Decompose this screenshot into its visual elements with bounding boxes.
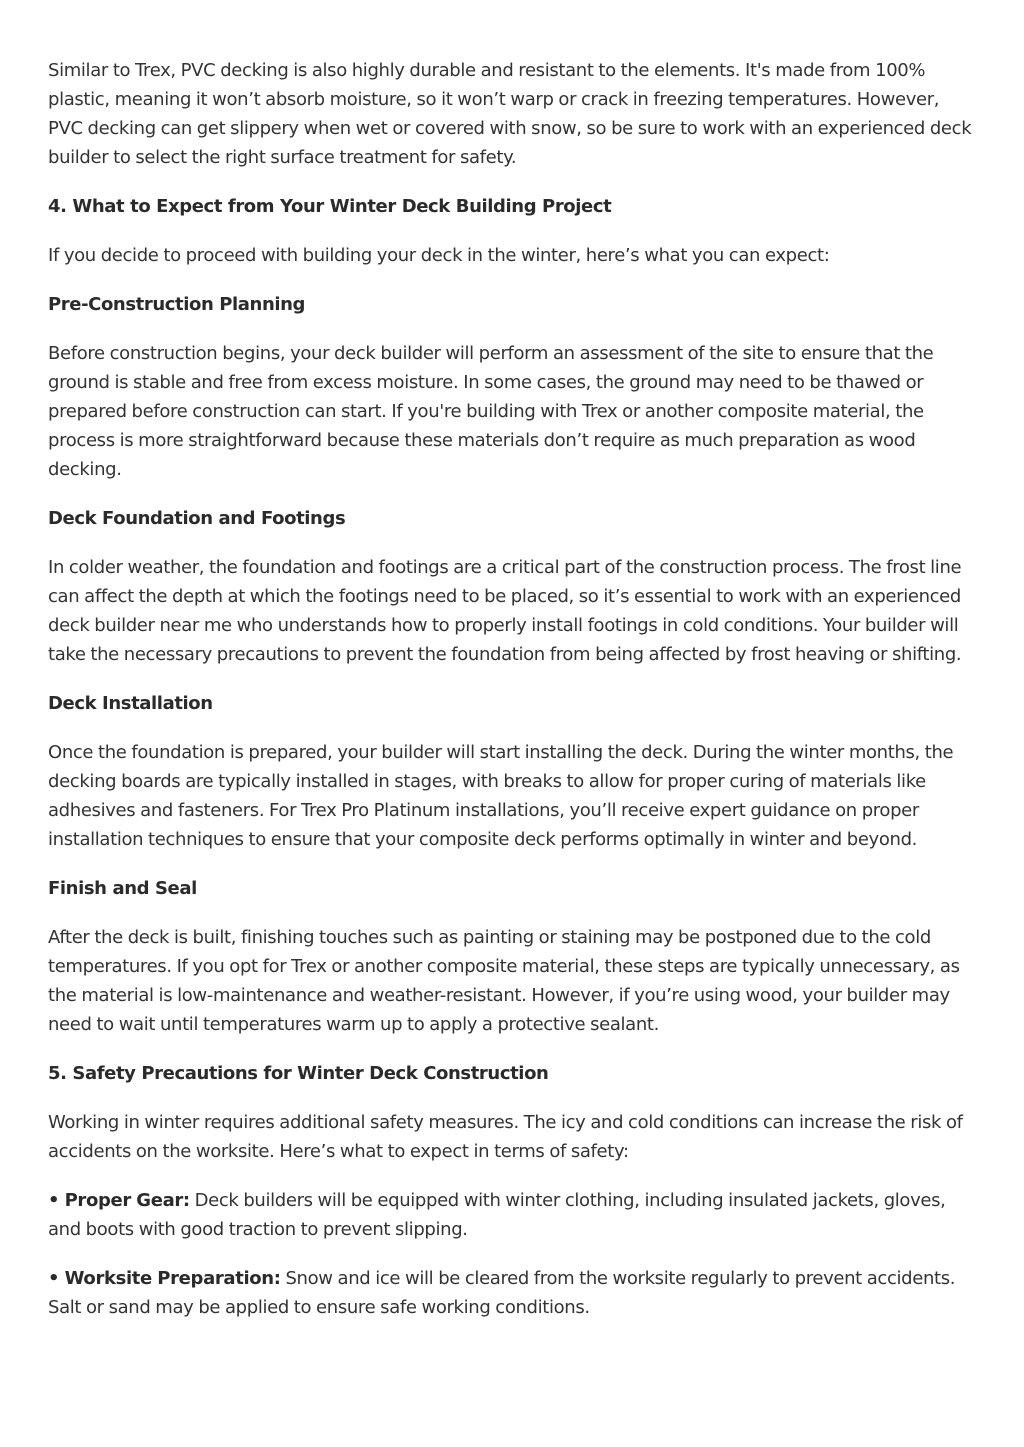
bullet-label: • Worksite Preparation: bbox=[48, 1268, 281, 1289]
section-4-intro: If you decide to proceed with building your deck in the winter, here’s what you can expect: bbox=[48, 245, 830, 266]
subheading-deck-foundation-footings: Deck Foundation and Footings bbox=[48, 508, 346, 529]
article-body bbox=[48, 56, 978, 1342]
bullet-label: • Proper Gear: bbox=[48, 1190, 190, 1211]
subheading-deck-installation: Deck Installation bbox=[48, 693, 213, 714]
paragraph-deck-installation: Once the foundation is prepared, your builder will start installing the deck. During the winter months, the decking boards are typically installed in stages, with breaks to allow for proper curing of materials like adhesives and fasteners. For Trex Pro Platinum installations, you’ll receive expert guidance on proper installation techniques to ensure that your composite deck performs optimally in winter and beyond. bbox=[48, 742, 954, 850]
section-4-heading: 4. What to Expect from Your Winter Deck Building Project bbox=[48, 196, 612, 217]
paragraph-deck-foundation-footings: In colder weather, the foundation and footings are a critical part of the construction process. The frost line can affect the depth at which the footings need to be placed, so it’s essential to work with an experienced deck builder near me who understands how to properly install footings in cold conditions. Your builder will take the necessary precautions to prevent the foundation from being affected by frost heaving or shifting. bbox=[48, 557, 962, 665]
bullet-worksite-preparation bbox=[48, 1264, 978, 1322]
section-5-heading: 5. Safety Precautions for Winter Deck Construction bbox=[48, 1063, 549, 1084]
paragraph-pvc-decking: Similar to Trex, PVC decking is also highly durable and resistant to the elements. It's made from 100% plastic, meaning it won’t absorb moisture, so it won’t warp or crack in freezing temperatures. However, PVC decking can get slippery when wet or covered with snow, so be sure to work with an experienced deck builder to select the right surface treatment for safety. bbox=[48, 60, 972, 168]
paragraph-pre-construction-planning: Before construction begins, your deck builder will perform an assessment of the site to ensure that the ground is stable and free from excess moisture. In some cases, the ground may need to be thawed or prepared before construction can start. If you're building with Trex or another composite material, the process is more straightforward because these materials don’t require as much preparation as wood decking. bbox=[48, 343, 934, 480]
bullet-text: Deck builders will be equipped with winter clothing, including insulated jackets, gloves, and boots with good traction to prevent slipping. bbox=[48, 1190, 946, 1240]
bullet-text: Snow and ice will be cleared from the worksite regularly to prevent accidents. Salt or sand may be applied to ensure safe working conditions. bbox=[48, 1268, 956, 1318]
bullet-proper-gear bbox=[48, 1186, 978, 1244]
subheading-finish-and-seal: Finish and Seal bbox=[48, 878, 197, 899]
subheading-pre-construction-planning: Pre-Construction Planning bbox=[48, 294, 306, 315]
paragraph-finish-and-seal: After the deck is built, finishing touches such as painting or staining may be postponed due to the cold temperatures. If you opt for Trex or another composite material, these steps are typically unnecessary, as the material is low-maintenance and weather-resistant. However, if you’re using wood, your builder may need to wait until temperatures warm up to apply a protective sealant. bbox=[48, 927, 960, 1035]
section-5-intro: Working in winter requires additional safety measures. The icy and cold conditions can increase the risk of accidents on the worksite. Here’s what to expect in terms of safety: bbox=[48, 1112, 963, 1162]
